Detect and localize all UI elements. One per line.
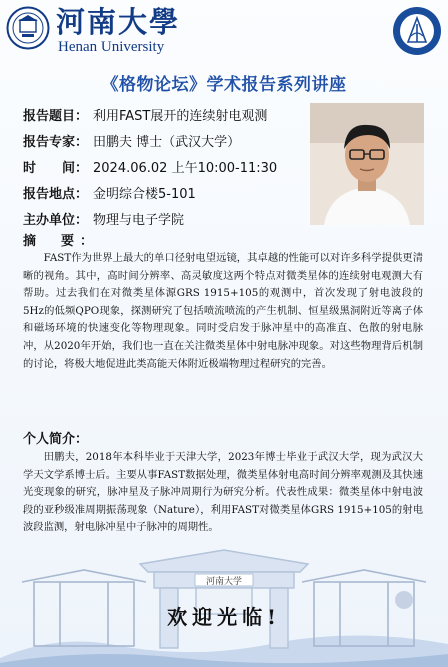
host-label: 主办单位：: [23, 213, 89, 228]
speaker-row: [23, 130, 277, 156]
time-row: [23, 156, 277, 182]
college-emblem-icon: [392, 6, 442, 56]
time-value: 2024.06.02 上午10:00-11:30: [93, 161, 278, 176]
lecture-info: [23, 104, 277, 234]
venue-row: [23, 182, 277, 208]
topic-row: [23, 104, 277, 130]
speaker-value: 田鹏夫 博士（武汉大学）: [93, 135, 241, 150]
welcome-text: 欢迎光临!: [167, 605, 281, 629]
speaker-label: 报告专家：: [23, 135, 89, 150]
topic-value: 利用FAST展开的连续射电观测: [93, 109, 268, 124]
bio-text: 田鹏夫，2018年本科毕业于天津大学，2023年博士毕业于武汉大学，现为武汉大学天文学系博士后。主要从事FAST数据处理，微类星体射电高时间分辨率观测及其快速光变现象的研究，脉冲星及子脉冲周期行为研究分析。代表性成果：微类星体中射电波段的亚秒级准周期振荡现象（Nature），利用FAST对微类星体GRS 1915+105的射电波段监测，射电脉冲星中子脉冲的周期性。: [23, 451, 423, 534]
abstract-heading: 摘 要：: [23, 234, 100, 249]
venue-label: 报告地点：: [23, 187, 89, 202]
bio-heading: 个人简介：: [23, 432, 89, 447]
venue-value: 金明综合楼5-101: [93, 187, 196, 202]
host-value: 物理与电子学院: [93, 213, 185, 228]
time-label: 时 间：: [23, 161, 89, 176]
speaker-portrait-icon: [310, 103, 424, 225]
topic-label: 报告题目：: [23, 109, 89, 124]
series-title: 《格物论坛》学术报告系列讲座: [101, 75, 347, 95]
university-seal-icon: [6, 6, 50, 50]
university-name-en: Henan University: [58, 39, 165, 55]
speaker-photo: [310, 103, 424, 225]
university-name-cn: 河南大學: [56, 5, 181, 39]
gate-plaque-text: 河南大学: [205, 577, 243, 587]
abstract-text: FAST作为世界上最大的单口径射电望远镜，其卓越的性能可以对许多科学提供更清晰的视角。其中，高时间分辨率、高灵敏度这两个特点对微类星体的连续射电观测大有帮助。过去我们在对微类星体源GRS 1915+105的观测中，首次发现了射电波段的5Hz的低频QPO现象，探测研究了包括喷流喷流的产生机制、恒星级黑洞附近等离子体和磁场环境的快速变化等物理现象。同时受启发于脉冲星中的高准直、色散的射电脉冲，从2020年开始，我们也一直在关注微类星体中射电脉冲现象。对这些物理背后机制的讨论，将极大地促进此类高能天体附近极端物理过程研究的完善。: [23, 252, 423, 370]
